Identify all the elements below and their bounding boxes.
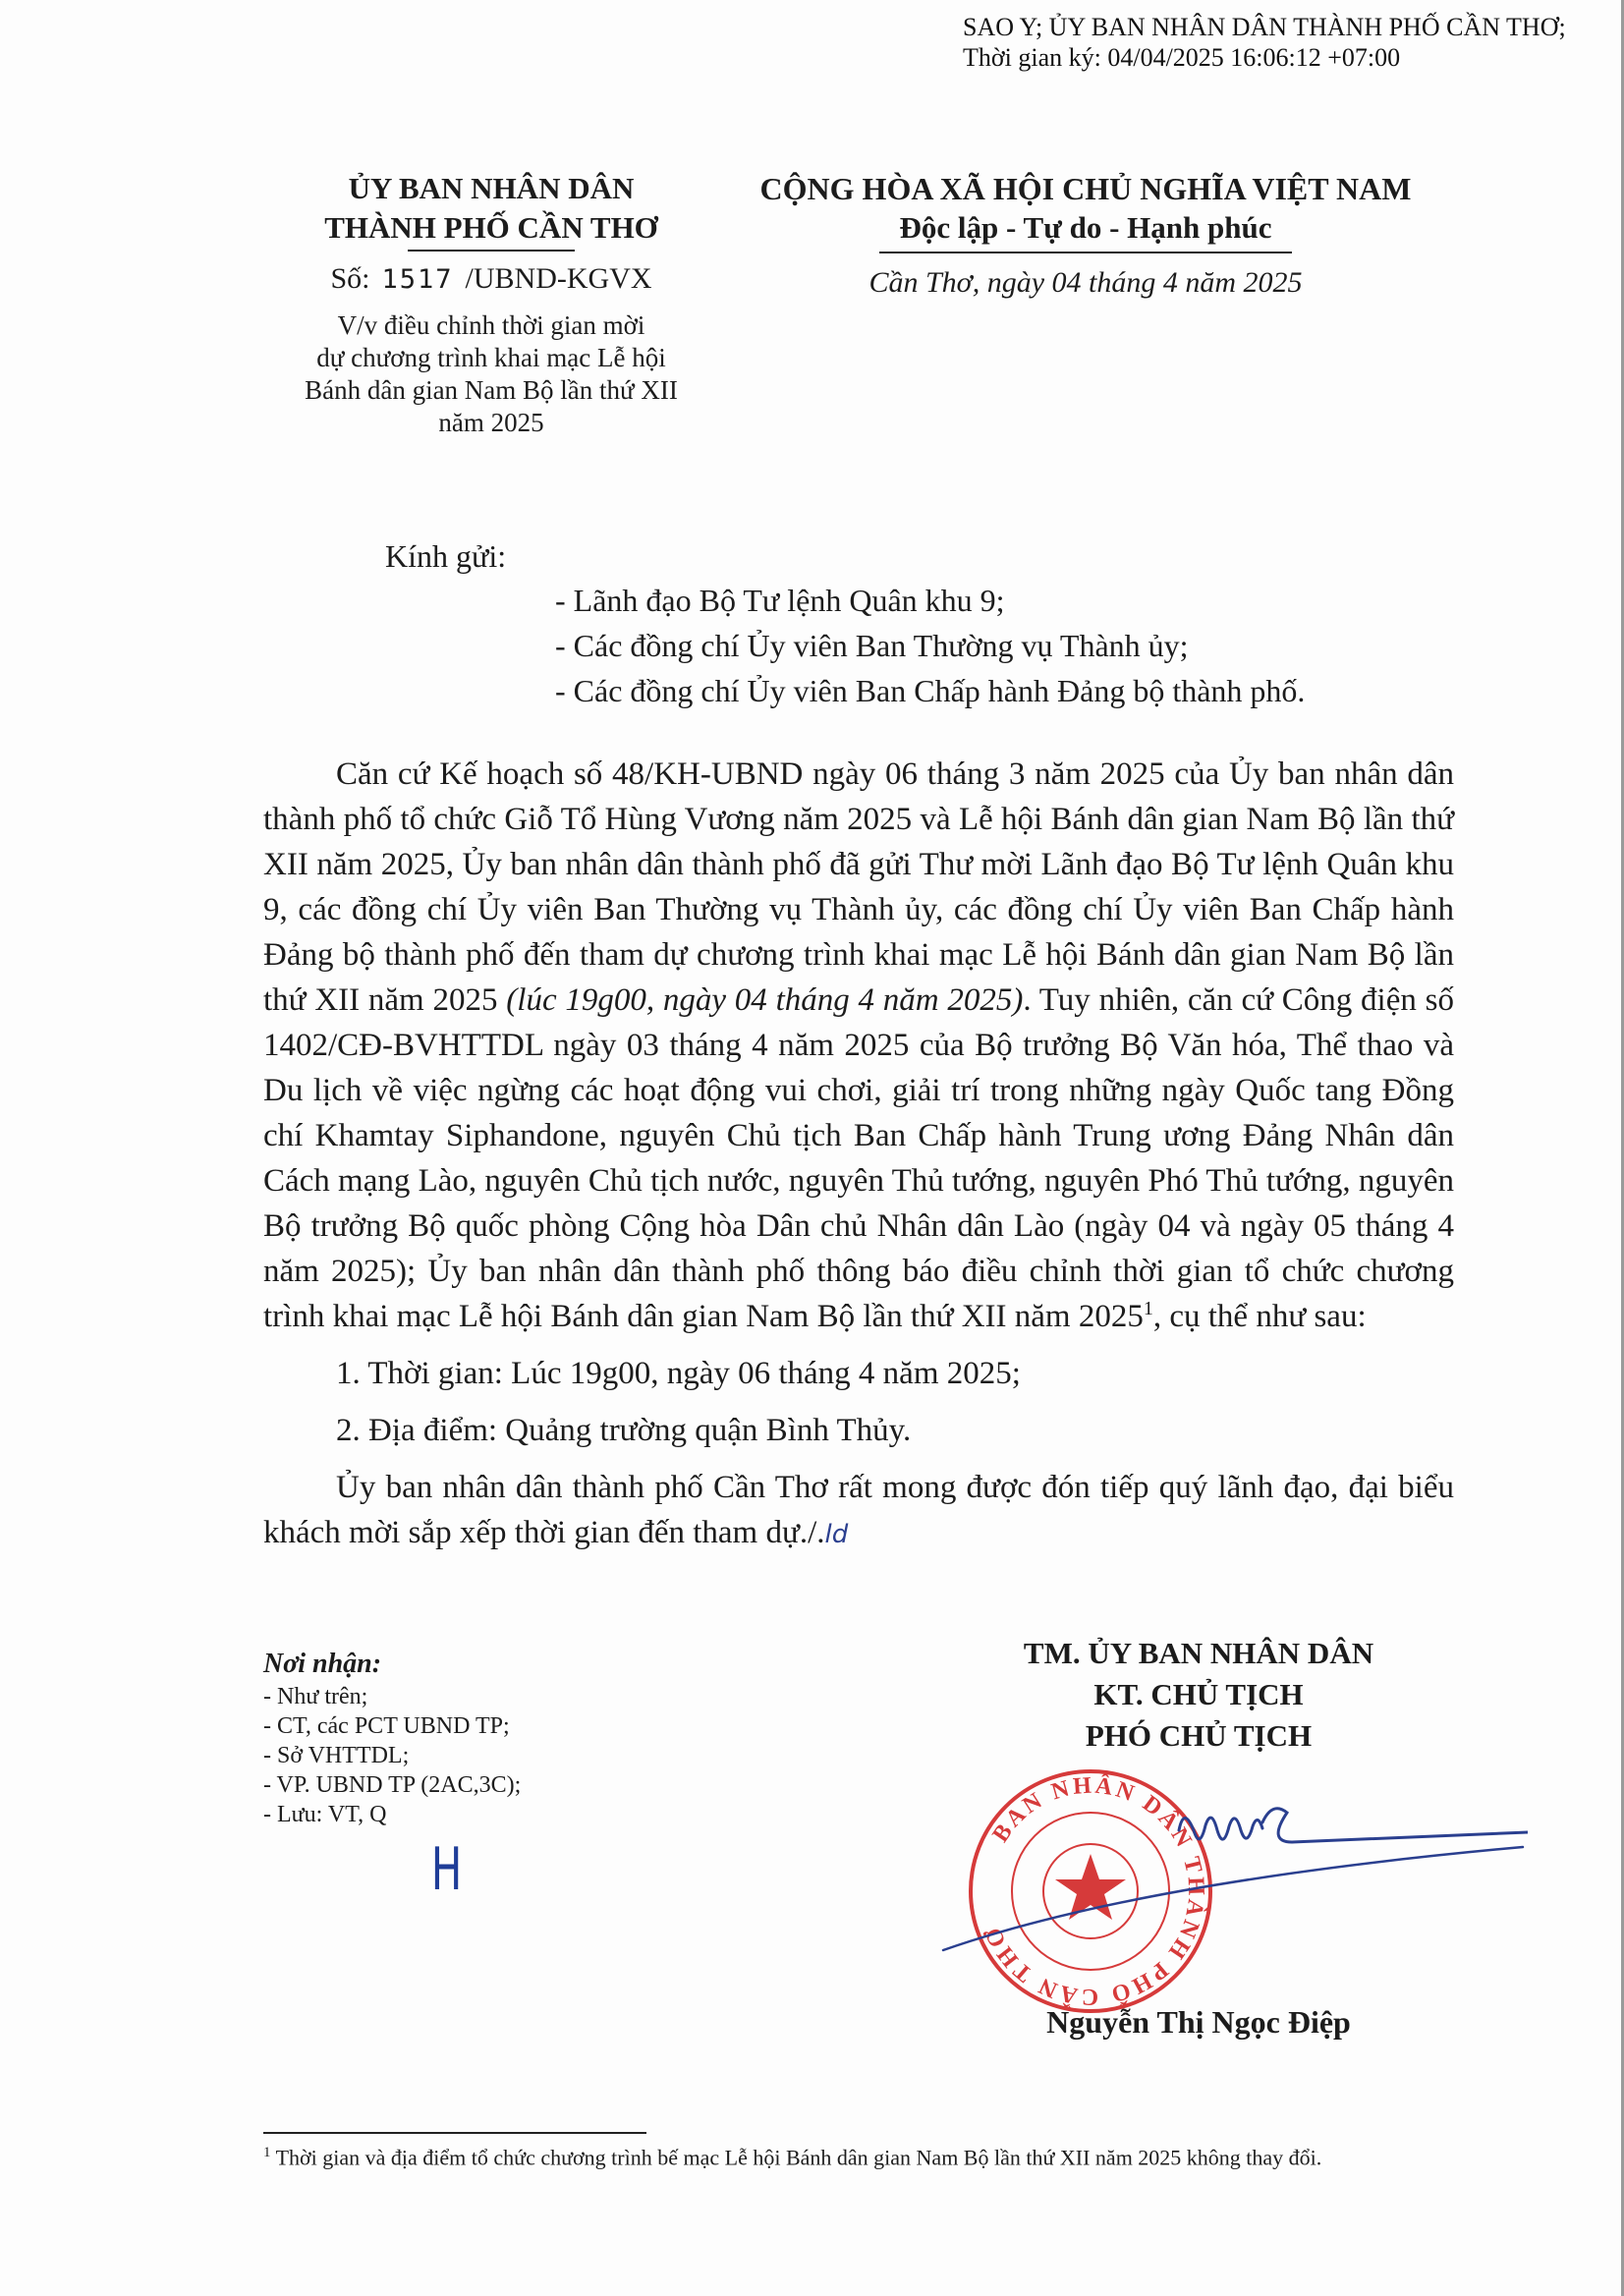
subject-line: Bánh dân gian Nam Bộ lần thứ XII bbox=[305, 375, 678, 405]
footnote-divider bbox=[263, 2132, 646, 2134]
signature-title-line: KT. CHỦ TỊCH bbox=[1093, 1677, 1304, 1711]
distribution-item: - Sở VHTTDL; bbox=[263, 1743, 410, 1768]
digital-signature-stamp bbox=[963, 12, 1566, 73]
recipient-item: - Các đồng chí Ủy viên Ban Thường vụ Thành ủy; bbox=[555, 628, 1189, 663]
footnote-mark: 1 bbox=[263, 2145, 271, 2160]
nation-name: CỘNG HÒA XÃ HỘI CHỦ NGHĨA VIỆT NAM bbox=[759, 171, 1412, 206]
handwritten-initials: ld bbox=[824, 1520, 849, 1549]
document-subject bbox=[196, 309, 786, 439]
subject-line: năm 2025 bbox=[438, 408, 544, 437]
footnote bbox=[263, 2145, 1321, 2170]
number-suffix: /UBND-KGVX bbox=[465, 262, 652, 295]
issuer-name-line-1: ỦY BAN NHÂN DÂN bbox=[348, 171, 635, 205]
body-italic-text: (lúc 19g00, ngày 04 tháng 4 năm 2025) bbox=[506, 982, 1024, 1018]
distribution-item: - Như trên; bbox=[263, 1684, 368, 1709]
subject-line: V/v điều chỉnh thời gian mời bbox=[337, 310, 645, 340]
signature-title-line: TM. ỦY BAN NHÂN DÂN bbox=[1023, 1636, 1374, 1670]
recipient-item: - Các đồng chí Ủy viên Ban Chấp hành Đảng bộ thành phố. bbox=[555, 673, 1306, 708]
national-header bbox=[717, 169, 1454, 303]
issuer-name-line-2: THÀNH PHỐ CẦN THƠ bbox=[324, 210, 658, 245]
distribution-item: - CT, các PCT UBND TP; bbox=[263, 1713, 510, 1739]
distribution-item: - VP. UBND TP (2AC,3C); bbox=[263, 1772, 522, 1798]
handwritten-signature bbox=[938, 1793, 1528, 1970]
footnote-reference: 1 bbox=[1143, 1298, 1153, 1319]
distribution-list bbox=[263, 1647, 521, 1829]
subject-line: dự chương trình khai mạc Lễ hội bbox=[316, 343, 666, 372]
closing-text: Ủy ban nhân dân thành phố Cần Thơ rất mong được đón tiếp quý lãnh đạo, đại biểu khách mời sắp xếp thời gian đến tham dự./. bbox=[263, 1470, 1454, 1550]
number-prefix: Số: bbox=[330, 262, 370, 295]
footnote-text: Thời gian và địa điểm tổ chức chương trình bế mạc Lễ hội Bánh dân gian Nam Bộ lần thứ XII năm 2025 không thay đổi. bbox=[270, 2145, 1322, 2170]
recipients-label: Kính gửi: bbox=[385, 538, 507, 574]
distribution-title: Nơi nhận: bbox=[263, 1649, 382, 1679]
handwritten-initial: H bbox=[430, 1835, 463, 1904]
issuer-header bbox=[196, 169, 786, 439]
document-number bbox=[196, 259, 786, 300]
motto-underline bbox=[879, 252, 1292, 253]
body-text: . Tuy nhiên, căn cứ Công điện số 1402/CĐ-BVHTTDL ngày 03 tháng 4 năm 2025 của Bộ trưởng Bộ Văn hóa, Thể thao và Du lịch về việc ngừng các hoạt động vui chơi, giải trí trong những ngày Quốc tang Đồng chí Khamtay Siphandone, nguyên Chủ tịch Ban Chấp hành Trung ương Đảng Nhân dân Cách mạng Lào, nguyên Chủ tịch nước, nguyên Thủ tướng, nguyên Phó Thủ tướng, nguyên Bộ trưởng Bộ quốc phòng Cộng hòa Dân chủ Nhân dân Lào (ngày 04 và ngày 05 tháng 4 năm 2025); Ủy ban nhân dân thành phố thông báo điều chỉnh thời gian tổ chức chương trình khai mạc Lễ hội Bánh dân gian Nam Bộ lần thứ XII năm 2025 bbox=[263, 982, 1454, 1334]
signature-title-line: PHÓ CHỦ TỊCH bbox=[1085, 1718, 1313, 1753]
issue-date: Cần Thơ, ngày 04 tháng 4 năm 2025 bbox=[868, 266, 1303, 299]
stamp-line-2: Thời gian ký: 04/04/2025 16:06:12 +07:00 bbox=[963, 43, 1401, 72]
seal-text: BAN NHÂN DÂN THÀNH PHỐ CẦN THƠ bbox=[979, 1772, 1209, 2010]
national-motto: Độc lập - Tự do - Hạnh phúc bbox=[899, 210, 1272, 245]
recipient-item: - Lãnh đạo Bộ Tư lệnh Quân khu 9; bbox=[555, 583, 1005, 618]
recipients-list bbox=[555, 578, 1305, 713]
stamp-line-1: SAO Y; ỦY BAN NHÂN DÂN THÀNH PHỐ CẦN THƠ; bbox=[963, 13, 1566, 41]
issuer-underline bbox=[408, 250, 575, 252]
signer-name: Nguyễn Thị Ngọc Điệp bbox=[1046, 2004, 1351, 2040]
body-paragraph bbox=[263, 752, 1454, 1339]
body-text: Căn cứ Kế hoạch số 48/KH-UBND ngày 06 tháng 3 năm 2025 của Ủy ban nhân dân thành phố tổ chức Giỗ Tổ Hùng Vương năm 2025 và Lễ hội Bánh dân gian Nam Bộ lần thứ XII năm 2025, Ủy ban nhân dân thành phố đã gửi Thư mời Lãnh đạo Bộ Tư lệnh Quân khu 9, các đồng chí Ủy viên Ban Thường vụ Thành ủy, các đồng chí Ủy viên Ban Chấp hành Đảng bộ thành phố đến tham dự chương trình khai mạc Lễ hội Bánh dân gian Nam Bộ lần thứ XII năm 2025 bbox=[263, 756, 1454, 1018]
signature-title-block bbox=[943, 1633, 1454, 1757]
number-value: 1517 bbox=[381, 264, 454, 295]
closing-paragraph bbox=[263, 1465, 1454, 1557]
detail-time: 1. Thời gian: Lúc 19g00, ngày 06 tháng 4 năm 2025; bbox=[336, 1356, 1021, 1391]
detail-venue: 2. Địa điểm: Quảng trường quận Bình Thủy. bbox=[336, 1413, 912, 1448]
letter-body bbox=[263, 752, 1454, 1557]
body-text: , cụ thể như sau: bbox=[1152, 1299, 1367, 1334]
distribution-item: - Lưu: VT, Q bbox=[263, 1802, 387, 1827]
